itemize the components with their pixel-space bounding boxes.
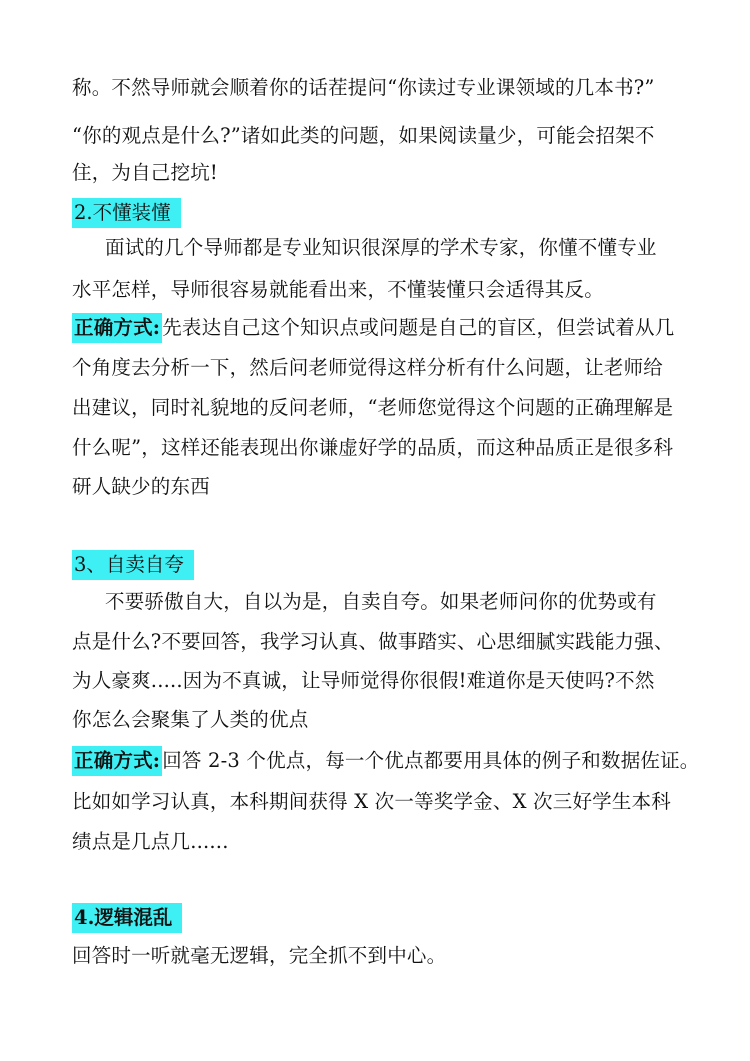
section-3-solution-line-3: 绩点是几点几......: [72, 830, 229, 853]
section-3-solution-line-1: [72, 746, 700, 776]
section-3-para-line-3: 为人豪爽.....因为不真诚，让导师觉得你很假!难道你是天使吗?不然: [72, 669, 655, 692]
intro-line-3: 住，为自己挖坑!: [72, 161, 218, 184]
section-2-para-line-1: 面试的几个导师都是专业知识很深厚的学术专家，你懂不懂专业: [105, 236, 657, 259]
section-2-solution-line-4: 什么呢”，这样还能表现出你谦虚好学的品质，而这种品质正是很多科: [72, 436, 674, 459]
section-2-solution-line-2: 个角度去分析一下，然后问老师觉得这样分析有什么问题，让老师给: [72, 356, 664, 379]
intro-line-2: “你的观点是什么?”诸如此类的问题，如果阅读量少，可能会招架不: [72, 124, 655, 147]
section-2-solution-line-1: [72, 313, 674, 343]
section-2-solution-label: 正确方式:: [72, 313, 162, 343]
section-2-solution-text: 先表达自己这个知识点或问题是自己的盲区，但尝试着从几: [162, 316, 675, 339]
section-4-heading: [72, 903, 182, 933]
section-3-solution-line-2: 比如如学习认真，本科期间获得 X 次一等奖学金、X 次三好学生本科: [72, 790, 671, 813]
section-4-heading-text: 4.逻辑混乱: [72, 903, 182, 933]
section-3-solution-text: 回答 2-3 个优点，每一个优点都要用具体的例子和数据佐证。: [162, 749, 700, 772]
section-3-solution-label: 正确方式:: [72, 746, 162, 776]
section-3-para-line-1: 不要骄傲自大，自以为是，自卖自夸。如果老师问你的优势或有: [105, 590, 657, 613]
section-2-heading-text: 2.不懂装懂: [72, 198, 181, 228]
section-2-solution-line-5: 研人缺少的东西: [72, 475, 210, 498]
section-2-heading: [72, 198, 181, 228]
section-3-heading: [72, 550, 194, 580]
section-3-heading-text: 3、自卖自夸: [72, 550, 194, 580]
intro-line-1: 称。不然导师就会顺着你的话茬提问“你读过专业课领域的几本书?”: [72, 76, 655, 99]
section-3-para-line-2: 点是什么?不要回答，我学习认真、做事踏实、心思细腻实践能力强、: [72, 630, 674, 653]
section-2-para-line-2: 水平怎样，导师很容易就能看出来，不懂装懂只会适得其反。: [72, 278, 604, 301]
section-3-para-line-4: 你怎么会聚集了人类的优点: [72, 708, 309, 731]
section-2-solution-line-3: 出建议，同时礼貌地的反问老师，“老师您觉得这个问题的正确理解是: [72, 396, 674, 419]
section-4-para-line-1: 回答时一听就毫无逻辑，完全抓不到中心。: [72, 944, 447, 967]
